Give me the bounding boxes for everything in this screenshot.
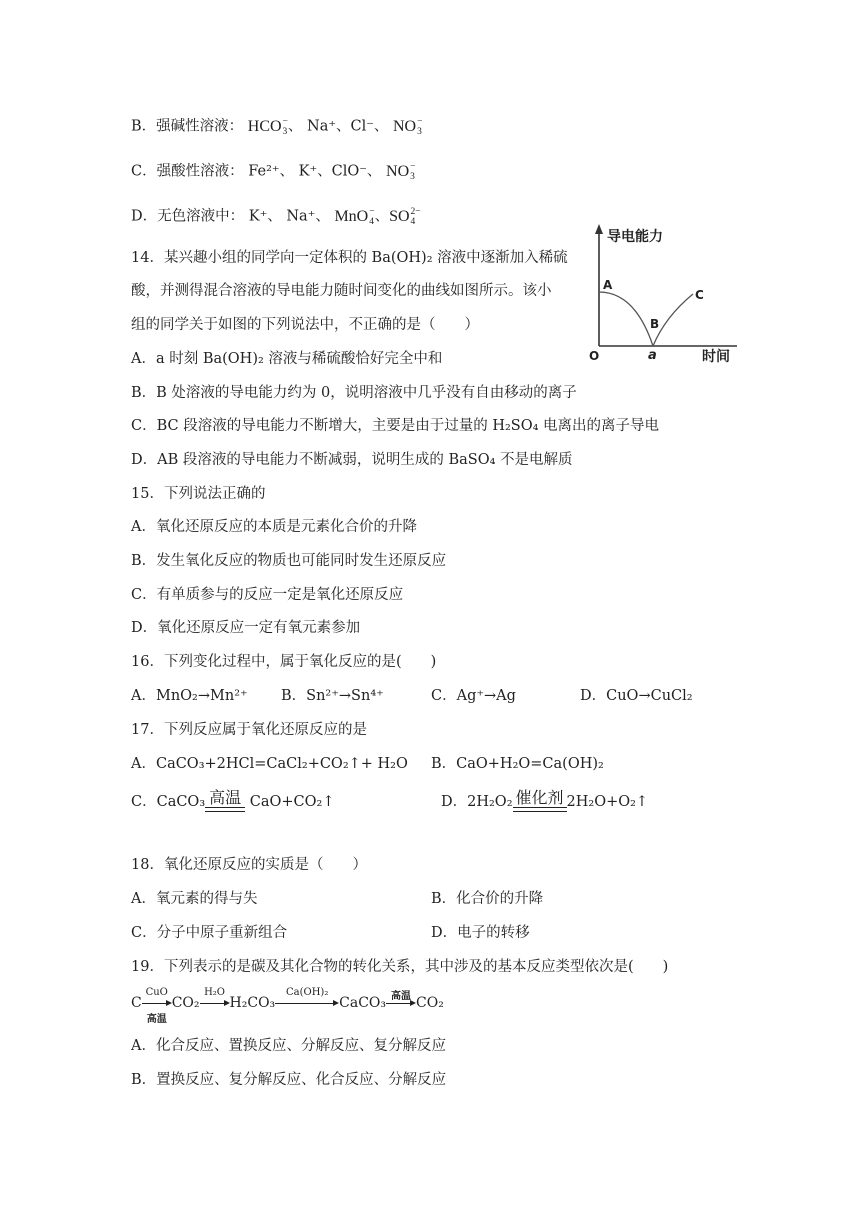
- q16-option-b: B．Sn²⁺→Sn⁴⁺: [281, 688, 384, 704]
- carbon-conversion-chain: C CuO 高温 CO₂ H₂O H₂CO₃ Ca(OH)₂ CaCO₃ 高温 CO₂: [131, 987, 444, 1025]
- q15-option-d: D．氧化还原反应一定有氧元素参加: [131, 620, 361, 636]
- q19-option-a: A．化合反应、置换反应、分解反应、复分解反应: [131, 1038, 446, 1054]
- hco3-ion: HCO − 3: [247, 117, 288, 137]
- q17-option-c: C．CaCO₃ 高温 CaO+CO₂↑: [131, 788, 335, 810]
- q16-option-d: D．CuO→CuCl₂: [580, 688, 693, 704]
- curve-ab: [599, 292, 653, 346]
- graph-origin: O: [589, 349, 600, 363]
- q13-option-b: B．强碱性溶液： HCO − 3 、 Na⁺、Cl⁻、 NO − 3: [131, 117, 423, 137]
- q18-option-c: C．分子中原子重新组合: [131, 925, 288, 941]
- q14-option-d: D．AB 段溶液的导电能力不断减弱，说明生成的 BaSO₄ 不是电解质: [131, 452, 573, 468]
- so4-ion: SO 2− 4: [389, 207, 421, 227]
- conductivity-graph: [585, 222, 755, 368]
- graph-y-label: 导电能力: [607, 229, 663, 245]
- q16-stem: 16．下列变化过程中，属于氧化反应的是( ): [131, 654, 437, 670]
- mno4-ion: MnO − 4: [334, 207, 375, 227]
- no3-ion: NO − 3: [386, 162, 416, 182]
- q13-option-c: C．强酸性溶液： Fe²⁺、 K⁺、ClO⁻、 NO − 3: [131, 162, 416, 182]
- q14-option-c: C．BC 段溶液的导电能力不断增大，主要是由于过量的 H₂SO₄ 电离出的离子导电: [131, 418, 660, 434]
- y-axis-arrow: [595, 224, 603, 234]
- q17-stem: 17．下列反应属于氧化还原反应的是: [131, 722, 367, 738]
- q15-option-b: B．发生氧化反应的物质也可能同时发生还原反应: [131, 553, 447, 569]
- q18-option-b: B．化合价的升降: [431, 891, 544, 907]
- q16-option-a: A．MnO₂→Mn²⁺: [131, 688, 248, 704]
- graph-point-c: C: [695, 288, 704, 302]
- q14-option-a: A．a 时刻 Ba(OH)₂ 溶液与稀硫酸恰好完全中和: [131, 351, 443, 367]
- q18-option-a: A．氧元素的得与失: [131, 891, 258, 907]
- graph-point-a: A: [603, 278, 613, 292]
- q14-option-b: B．B 处溶液的导电能力约为 0，说明溶液中几乎没有自由移动的离子: [131, 385, 577, 401]
- q19-stem: 19．下列表示的是碳及其化合物的转化关系，其中涉及的基本反应类型依次是( ): [131, 959, 669, 975]
- q19-option-b: B．置换反应、复分解反应、化合反应、分解反应: [131, 1072, 447, 1088]
- q13-option-d: D．无色溶液中： K⁺、 Na⁺、 MnO − 4 、SO 2− 4: [131, 207, 421, 227]
- q14-stem-line3: 组的同学关于如图的下列说法中，不正确的是（ ）: [131, 317, 479, 333]
- graph-point-b: B: [650, 317, 660, 331]
- no3-ion: NO − 3: [393, 117, 423, 137]
- reaction-condition: 催化剂: [513, 790, 567, 812]
- graph-x-label: 时间: [702, 349, 730, 365]
- q16-option-c: C．Ag⁺→Ag: [431, 688, 516, 704]
- reaction-condition: 高温: [205, 790, 245, 812]
- q15-option-a: A．氧化还原反应的本质是元素化合价的升降: [131, 519, 417, 535]
- q17-option-b: B．CaO+H₂O=Ca(OH)₂: [431, 756, 604, 772]
- q14-stem-line1: 14．某兴趣小组的同学向一定体积的 Ba(OH)₂ 溶液中逐渐加入稀硫: [131, 250, 568, 266]
- graph-tick-a: a: [648, 348, 657, 363]
- q18-stem: 18．氧化还原反应的实质是（ ）: [131, 857, 367, 873]
- q15-option-c: C．有单质参与的反应一定是氧化还原反应: [131, 587, 404, 603]
- q17-option-a: A．CaCO₃+2HCl=CaCl₂+CO₂↑+ H₂O: [131, 756, 408, 772]
- q15-stem: 15．下列说法正确的: [131, 486, 266, 502]
- q18-option-d: D．电子的转移: [431, 925, 530, 941]
- q14-stem-line2: 酸，并测得混合溶液的导电能力随时间变化的曲线如图所示。该小: [131, 283, 552, 299]
- q17-option-d: D．2H₂O₂ 催化剂 2H₂O+O₂↑: [441, 788, 649, 810]
